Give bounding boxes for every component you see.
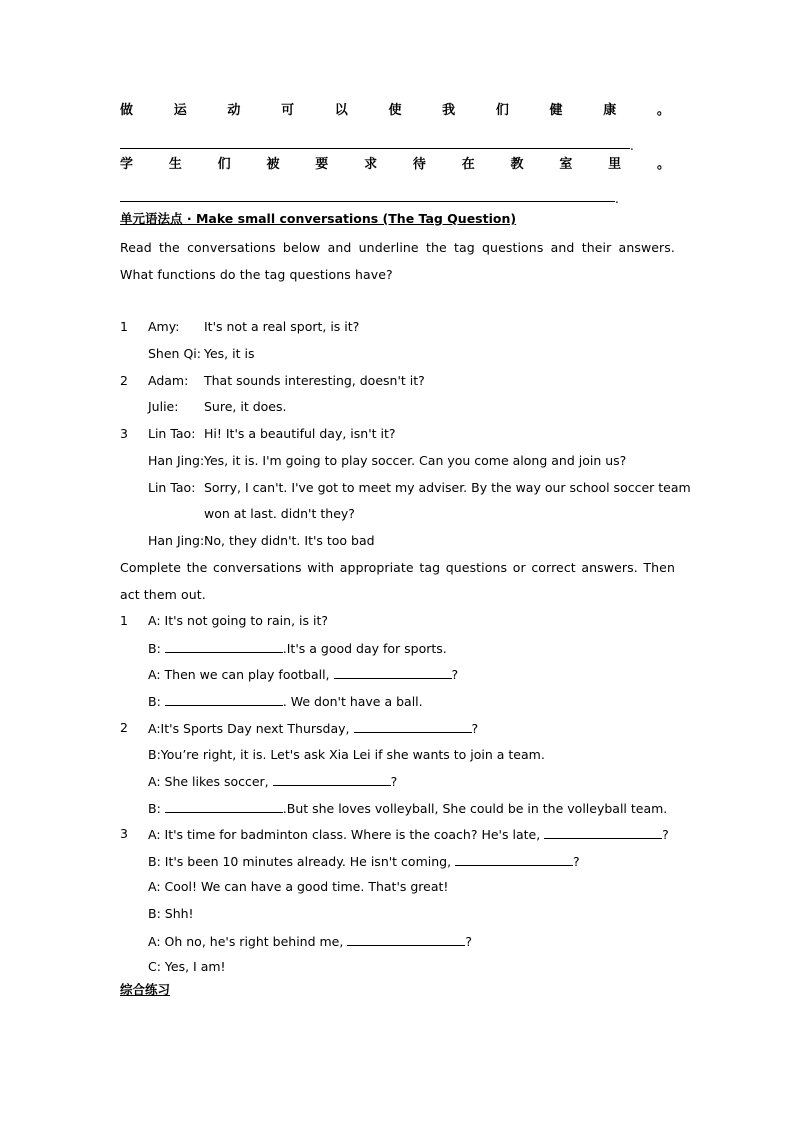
char: 运 xyxy=(173,103,187,118)
dialog-line: Hi! It's a beautiful day, isn't it? xyxy=(204,426,396,441)
char: 。 xyxy=(656,103,670,118)
speaker-label: Shen Qi: xyxy=(148,346,201,361)
answer-blank[interactable] xyxy=(165,800,283,813)
char: 康 xyxy=(603,103,617,118)
char: 生 xyxy=(168,157,182,172)
char: 里 xyxy=(608,157,622,172)
exercise-line: A: She likes soccer, ? xyxy=(148,774,398,789)
char: 做 xyxy=(120,103,134,118)
exercise-number: 3 xyxy=(120,826,128,841)
speaker-label: Han Jing: xyxy=(148,453,205,468)
grammar-instruction: Read the conversations below and underline the tag questions and their answers. What functions do the tag questions have? xyxy=(120,240,675,282)
translation-sentence-2 xyxy=(120,157,670,173)
speaker-label: Lin Tao: xyxy=(148,426,196,441)
char: 待 xyxy=(412,157,426,172)
dialog-line: Yes, it is. I'm going to play soccer. Can you come along and join us? xyxy=(204,453,627,468)
char: 们 xyxy=(495,103,509,118)
exercise-line: B: .It's a good day for sports. xyxy=(148,641,447,656)
translation-sentence-1 xyxy=(120,103,670,119)
char: 可 xyxy=(281,103,295,118)
exercise-number: 2 xyxy=(120,720,128,735)
exercise-number: 1 xyxy=(120,613,128,628)
exercise-line: A:It's Sports Day next Thursday, ? xyxy=(148,721,479,736)
exercise-line: A: It's not going to rain, is it? xyxy=(148,613,328,628)
answer-blank[interactable] xyxy=(334,666,452,679)
char: 求 xyxy=(364,157,378,172)
grammar-heading: 单元语法点 · Make small conversations (The Tag Question) xyxy=(120,211,517,226)
exercise-line: B: .But she loves volleyball, She could be in the volleyball team. xyxy=(148,801,668,816)
exercise-line: B:You’re right, it is. Let's ask Xia Lei if she wants to join a team. xyxy=(148,747,545,762)
exercise-line: B: It's been 10 minutes already. He isn't coming, ? xyxy=(148,854,580,869)
dialog-line: No, they didn't. It's too bad xyxy=(204,533,375,548)
exercise-line: C: Yes, I am! xyxy=(148,959,226,974)
exercise-line: A: Then we can play football, ? xyxy=(148,667,459,682)
char: 要 xyxy=(315,157,329,172)
answer-line-2-end: . xyxy=(615,192,619,206)
dialog-number: 3 xyxy=(120,426,128,441)
exercise-line: B: . We don't have a ball. xyxy=(148,694,423,709)
dialog-line-continued: won at last. didn't they? xyxy=(204,506,355,521)
char: 我 xyxy=(442,103,456,118)
char: 们 xyxy=(217,157,231,172)
answer-blank[interactable] xyxy=(544,826,662,839)
dialog-line: That sounds interesting, doesn't it? xyxy=(204,373,425,388)
dialog-line: Yes, it is xyxy=(204,346,255,361)
answer-blank[interactable] xyxy=(165,693,283,706)
char: 使 xyxy=(388,103,402,118)
answer-blank[interactable] xyxy=(455,853,573,866)
answer-line-1[interactable] xyxy=(120,148,630,149)
dialog-number: 1 xyxy=(120,319,128,334)
answer-blank[interactable] xyxy=(354,720,472,733)
speaker-label: Adam: xyxy=(148,373,189,388)
speaker-label: Lin Tao: xyxy=(148,480,196,495)
complete-instruction: Complete the conversations with appropriate tag questions or correct answers. Then act them out. xyxy=(120,560,675,602)
dialog-line: Sure, it does. xyxy=(204,399,287,414)
char: 被 xyxy=(266,157,280,172)
exercise-line: A: It's time for badminton class. Where is the coach? He's late, ? xyxy=(148,827,669,842)
answer-blank[interactable] xyxy=(347,933,465,946)
exercise-line: A: Oh no, he's right behind me, ? xyxy=(148,934,472,949)
dialog-line: Sorry, I can't. I've got to meet my adviser. By the way our school soccer team xyxy=(204,480,691,495)
section-heading: 综合练习 xyxy=(120,982,171,997)
char: 教 xyxy=(510,157,524,172)
answer-line-1-end: . xyxy=(630,139,634,153)
char: 在 xyxy=(461,157,475,172)
dialog-number: 2 xyxy=(120,373,128,388)
char: 。 xyxy=(656,157,670,172)
speaker-label: Han Jing: xyxy=(148,533,205,548)
answer-blank[interactable] xyxy=(273,773,391,786)
speaker-label: Julie: xyxy=(148,399,179,414)
char: 学 xyxy=(120,157,134,172)
dialog-line: It's not a real sport, is it? xyxy=(204,319,360,334)
exercise-line: A: Cool! We can have a good time. That's great! xyxy=(148,879,449,894)
answer-line-2[interactable] xyxy=(120,201,615,202)
char: 健 xyxy=(549,103,563,118)
char: 动 xyxy=(227,103,241,118)
exercise-line: B: Shh! xyxy=(148,906,194,921)
answer-blank[interactable] xyxy=(165,640,283,653)
char: 室 xyxy=(559,157,573,172)
char: 以 xyxy=(334,103,348,118)
speaker-label: Amy: xyxy=(148,319,180,334)
